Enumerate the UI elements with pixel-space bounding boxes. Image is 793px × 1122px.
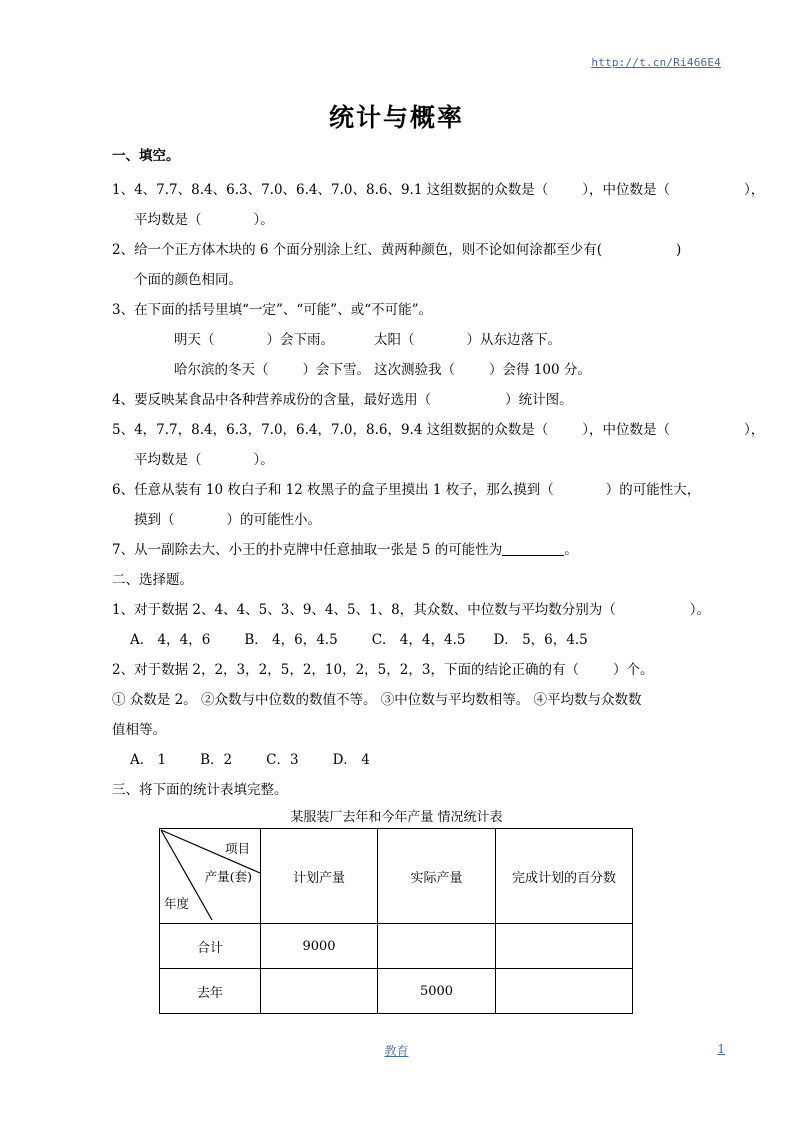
question-3-item-b: [374, 332, 561, 348]
corner-label-item: 项目: [224, 841, 250, 856]
question-2-line1-a: 2、给一个正方体木块的 6 个面分别涂上红、黄两种颜色，则不论如何涂都至少有(: [112, 242, 603, 258]
option-c[interactable]: C． 4，4，4.5: [371, 632, 466, 648]
question-1-lead: 1、4、7.7、8.4、6.3、7.0、6.4、7.0、8.6、9.1 这组数据的众数是（: [112, 182, 549, 198]
question-3-item-d: [374, 362, 591, 378]
choice-question-2-statements-line-2: 值相等。: [112, 722, 166, 738]
option-b[interactable]: B．2: [200, 752, 233, 768]
column-header-planned: 计划产量: [261, 829, 378, 924]
option-c[interactable]: C．3: [266, 752, 299, 768]
question-5-lead: 5、4，7.7，8.4，6.3，7.0，6.4，7.0，8.6，9.4 这组数据的众数是（: [112, 422, 549, 438]
question-1-line2-b: ）。: [253, 212, 274, 228]
document-body: [112, 145, 765, 805]
footer-link[interactable]: 教育: [384, 1044, 409, 1058]
question-1-line-1: [112, 175, 765, 205]
question-6-line-2: [112, 505, 688, 535]
answer-blank-underline[interactable]: [502, 542, 564, 556]
question-4-a: 4、要反映某食品中各种营养成份的含量，最好选用（: [112, 392, 432, 408]
row-label-lastyear: 去年: [160, 969, 261, 1014]
option-a[interactable]: A． 1: [130, 752, 167, 768]
cell-total-percent[interactable]: [496, 924, 633, 969]
cell-total-actual[interactable]: [378, 924, 496, 969]
q3-c1: 哈尔滨的冬天（: [174, 362, 269, 378]
section-3-heading: 三、将下面的统计表填完整。: [112, 782, 288, 798]
question-6-line2-b: ）的可能性小。: [226, 512, 321, 528]
table-header-row: [160, 829, 633, 924]
q3-a1: 明天（: [174, 332, 215, 348]
question-7-a: 7、从一副除去大、小王的扑克牌中任意抽取一张是 5 的可能性为: [112, 542, 503, 558]
table-corner-header-cell: [160, 829, 261, 924]
question-1-line-2: [112, 205, 688, 235]
question-5-line-1: [112, 415, 765, 445]
choice-question-2-options: [112, 745, 688, 775]
footer-center: [0, 1042, 793, 1059]
choice-q2-a: 2、对于数据 2，2，3，2，5，2，10，2，5，2，3，下面的结论正确的有（: [112, 662, 579, 678]
option-d[interactable]: D． 4: [332, 752, 370, 768]
page-title: 统计与概率: [328, 103, 464, 132]
question-5-line2-a: 平均数是（: [134, 452, 202, 468]
question-4: [112, 385, 688, 415]
section-1-heading: 一、填空。: [112, 148, 180, 164]
q3-d2: ）会得 100 分。: [489, 362, 591, 378]
column-header-actual: 实际产量: [378, 829, 496, 924]
option-b[interactable]: B． 4，6，4.5: [244, 632, 338, 648]
choice-question-2-statements-line-1: ① 众数是 2。 ②众数与中位数的数值不等。 ③中位数与平均数相等。 ④平均数与众数数: [112, 692, 642, 708]
question-1-mid: ），中位数是（: [582, 182, 670, 198]
question-6-line1-a: 6、任意从装有 10 枚白子和 12 枚黑子的盒子里摸出 1 枚子，那么摸到（: [112, 482, 554, 498]
choice-q1-a: 1、对于数据 2、4、4、5、3、9、4、5、1、8，其众数、中位数与平均数分别为（: [112, 602, 616, 618]
question-1-end: ），: [743, 182, 765, 198]
question-5-line2-b: ）。: [253, 452, 274, 468]
row-label-total: 合计: [160, 924, 261, 969]
question-7-b: 。: [564, 542, 578, 558]
question-3-row-1: [112, 325, 688, 355]
question-4-b: ）统计图。: [505, 392, 573, 408]
question-6-line1-b: ）的可能性大，: [605, 482, 701, 498]
table-row: [160, 969, 633, 1014]
choice-question-1: [112, 595, 711, 625]
question-6-line-1: [112, 475, 701, 505]
choice-q1-b: ）。: [689, 602, 711, 618]
question-5-line-2: [112, 445, 688, 475]
q3-b2: ）从东边落下。: [466, 332, 561, 348]
cell-lastyear-actual[interactable]: 5000: [378, 969, 496, 1014]
q3-b1: 太阳（: [374, 332, 415, 348]
question-2-line-2: 个面的颜色相同。: [134, 272, 242, 288]
q3-c2: ）会下雪。: [302, 362, 370, 378]
source-url-link[interactable]: http://t.cn/Ri466E4: [591, 56, 721, 69]
question-2-line1-b: ): [676, 242, 682, 258]
q3-a2: ）会下雨。: [266, 332, 334, 348]
question-3-item-c: [174, 355, 374, 385]
option-d[interactable]: D． 5，6，4.5: [493, 632, 588, 648]
column-header-percent: 完成计划的百分数: [496, 829, 633, 924]
question-3-row-2: [112, 355, 688, 385]
question-7: [112, 535, 688, 565]
q3-d1: 这次测验我（: [374, 362, 455, 378]
cell-lastyear-planned[interactable]: [261, 969, 378, 1014]
question-1-line2-a: 平均数是（: [134, 212, 202, 228]
question-2-line-1: [112, 235, 688, 265]
page-number[interactable]: 1: [717, 1042, 725, 1056]
option-a[interactable]: A． 4，4，6: [130, 632, 211, 648]
question-3-line-1: 3、在下面的括号里填“一定”、“可能”、或“不可能”。: [112, 302, 432, 318]
statistics-table-title: 某服装厂去年和今年产量 情况统计表: [290, 810, 503, 825]
question-6-line2-a: 摸到（: [134, 512, 175, 528]
question-5-end: ），: [743, 422, 765, 438]
cell-total-planned[interactable]: 9000: [261, 924, 378, 969]
statistics-table: [159, 828, 633, 1014]
table-row: [160, 924, 633, 969]
corner-label-quantity: 产量(套): [204, 869, 252, 884]
cell-lastyear-percent[interactable]: [496, 969, 633, 1014]
choice-q2-b: ）个。: [612, 662, 654, 678]
choice-question-1-options: [112, 625, 688, 655]
question-3-item-a: [174, 325, 374, 355]
question-5-mid: ），中位数是（: [582, 422, 670, 438]
corner-label-year: 年度: [164, 895, 190, 911]
section-2-heading: 二、选择题。: [112, 572, 193, 588]
choice-question-2: [112, 655, 688, 685]
